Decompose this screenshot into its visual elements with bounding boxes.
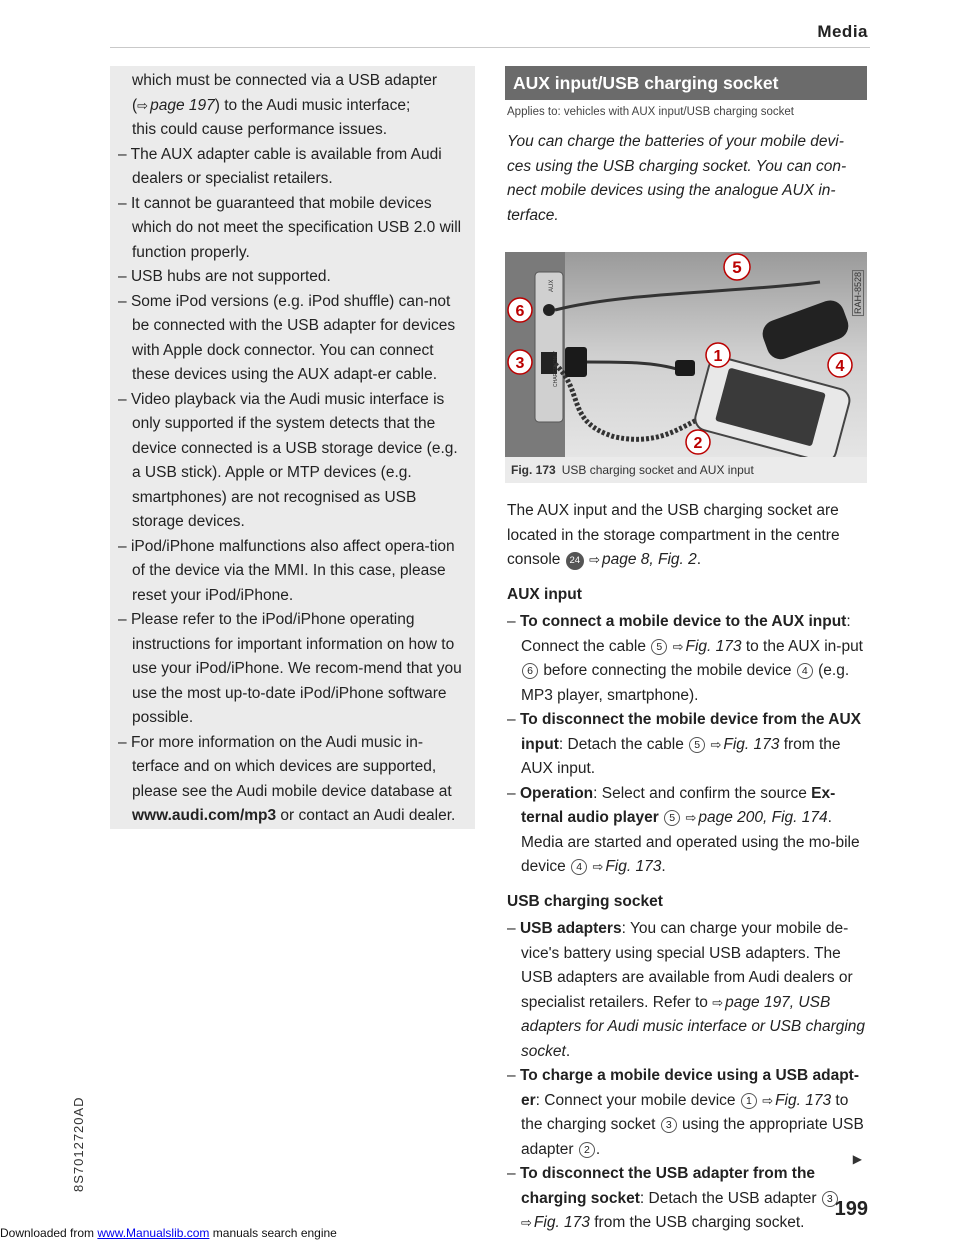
list-item: – Some iPod versions (e.g. iPod shuffle) can-not be connected with the USB adapter for devices with Apple dock connector. You can connect these devices using the AUX adapt-er cable. <box>118 292 456 383</box>
section-heading: AUX input/USB charging socket <box>505 66 867 100</box>
charge-slot-label: CHARGE ONLY <box>553 350 559 387</box>
figure-caption: Fig. 173 USB charging socket and AUX input <box>505 457 867 483</box>
callout-marker: 2 <box>579 1142 595 1158</box>
download-footer: Downloaded from www.Manualslib.com manuals search engine <box>0 1226 337 1240</box>
usb-aux-illustration <box>505 252 867 457</box>
callout-marker: 3 <box>661 1117 677 1133</box>
callout-label: 4 <box>835 358 845 375</box>
callout-marker: 3 <box>822 1191 838 1207</box>
notes-box <box>110 66 475 829</box>
callout-marker: 6 <box>522 663 538 679</box>
figure-ref-link[interactable]: Fig. 173 <box>605 858 662 875</box>
callout-label: 3 <box>515 355 525 372</box>
section-title: Media <box>817 22 868 41</box>
figure-ref-link[interactable]: Fig. 173 <box>775 1091 832 1109</box>
arrow-icon: ⇨ <box>589 552 600 567</box>
top-rule <box>110 47 870 48</box>
page-ref-link[interactable]: page 200, Fig. 174 <box>698 809 828 826</box>
list-item: – To connect a mobile device to the AUX input: Connect the cable 5 ⇨ Fig. 173 to the AUX in-put 6 before connecting the mobile device 4 (e.g. MP3 player, smartphone). <box>507 613 863 704</box>
list-item: – To charge a mobile device using a USB adapt-er: Connect your mobile device 1 ⇨ Fig. 173 to the charging socket 3 using the appropriate USB adapter 2 . <box>507 1067 864 1158</box>
list-item: – Operation: Select and confirm the source Ex-ternal audio player 5 ⇨ page 200, Fig. 174. Media are started and operated using the mo-bile device 4 ⇨ Fig. 173. <box>507 784 860 875</box>
callout-marker: 5 <box>664 810 680 826</box>
page-ref-link[interactable]: page 8, Fig. 2 <box>601 551 697 568</box>
arrow-icon: ⇨ <box>592 859 604 874</box>
figure-ref-link[interactable]: Fig. 173 <box>723 735 780 753</box>
callout-label: 5 <box>732 258 742 277</box>
applies-to-note: Applies to: vehicles with AUX input/USB charging socket <box>507 106 795 118</box>
figure-ref-link[interactable]: Fig. 173 <box>685 637 742 655</box>
callout-marker: 5 <box>651 639 667 655</box>
list-item: – iPod/iPhone malfunctions also affect opera-tion of the device via the MMI. In this case, please reset your iPod/iPhone. <box>118 537 455 604</box>
location-paragraph: The AUX input and the USB charging socket are located in the storage compartment in the centre console 24 ⇨ page 8, Fig. 2. <box>507 502 840 568</box>
figure-173 <box>505 252 867 457</box>
arrow-icon: ⇨ <box>710 736 722 752</box>
callout-label: 1 <box>713 348 723 365</box>
callout-label: 2 <box>693 435 703 452</box>
list-item: – It cannot be guaranteed that mobile devices which do not meet the specification USB 2.0 will function properly. <box>118 194 462 261</box>
page-ref-link[interactable]: page 197 <box>150 96 215 114</box>
arrow-icon: ⇨ <box>672 638 684 654</box>
figure-ref-link[interactable]: Fig. 173 <box>533 1214 590 1231</box>
usb-charging-heading: USB charging socket <box>507 892 663 910</box>
section-intro: You can charge the batteries of your mobile devi-ces using the USB charging socket. You can con-nect mobile devices using the analogue AUX in-terface. <box>507 133 847 224</box>
callout-marker: 4 <box>571 859 587 875</box>
aux-input-heading: AUX input <box>507 585 582 603</box>
list-item: – Please refer to the iPod/iPhone operating instructions for important information on how to use your iPod/iPhone. We recom-mend that you use the most up-to-date iPod/iPhone software possible. <box>118 611 462 726</box>
arrow-icon: ⇨ <box>712 994 724 1010</box>
notes-intro: which must be connected via a USB adapter (⇨ page 197) to the Audi music interface; this could cause performance issues. <box>132 72 438 138</box>
continue-arrow-icon: ▶ <box>852 1152 862 1166</box>
callout-marker: 1 <box>741 1093 757 1109</box>
arrow-icon: ⇨ <box>762 1092 774 1108</box>
arrow-icon: ⇨ <box>685 810 697 825</box>
list-item: – USB adapters: You can charge your mobile de-vice's battery using special USB adapters. The USB adapters are available from Audi dealers or specialist retailers. Refer to ⇨ page 197, USB adapters for Audi music interface or USB charging socket. <box>507 920 866 1060</box>
callout-marker: 4 <box>797 663 813 679</box>
page-number: 199 <box>834 1198 868 1220</box>
audi-mp3-link[interactable]: www.audi.com/mp3 <box>132 807 277 824</box>
callout-label: 6 <box>515 303 525 320</box>
list-item: – To disconnect the mobile device from the AUX input: Detach the cable 5 ⇨ Fig. 173 from the AUX input. <box>507 711 861 777</box>
list-item: – Video playback via the Audi music interface is only supported if the system detects that the device connected is a USB storage device (e.g. a USB stick). Apple or MTP devices (e.g. smartphones) are not recognised as USB storage devices. <box>118 390 458 530</box>
right-column <box>505 66 867 1236</box>
document-code: 8S7012720AD <box>71 1096 86 1192</box>
figure-code: RAH-8528 <box>853 272 863 315</box>
callout-marker: 5 <box>689 737 705 753</box>
list-item: – The AUX adapter cable is available from Audi dealers or specialist retailers. <box>118 145 442 187</box>
arrow-icon: ⇨ <box>137 97 149 113</box>
page-ref-link[interactable]: page 197, USB adapters for Audi music interface or USB charging socket <box>521 993 866 1060</box>
manualslib-link[interactable]: www.Manualslib.com <box>97 1226 210 1240</box>
callout-marker: 24 <box>566 552 584 570</box>
list-item: – To disconnect the USB adapter from the charging socket: Detach the USB adapter 3 ⇨ Fig. 173 from the USB charging socket. <box>507 1162 867 1236</box>
list-item: – For more information on the Audi music in-terface and on which devices are supported, please see the Audi mobile device database at www.audi.com/mp3 or contact an Audi dealer. <box>118 733 456 824</box>
aux-slot-label: AUX <box>549 279 555 292</box>
list-item: – USB hubs are not supported. <box>118 268 331 285</box>
arrow-icon: ⇨ <box>521 1215 532 1230</box>
